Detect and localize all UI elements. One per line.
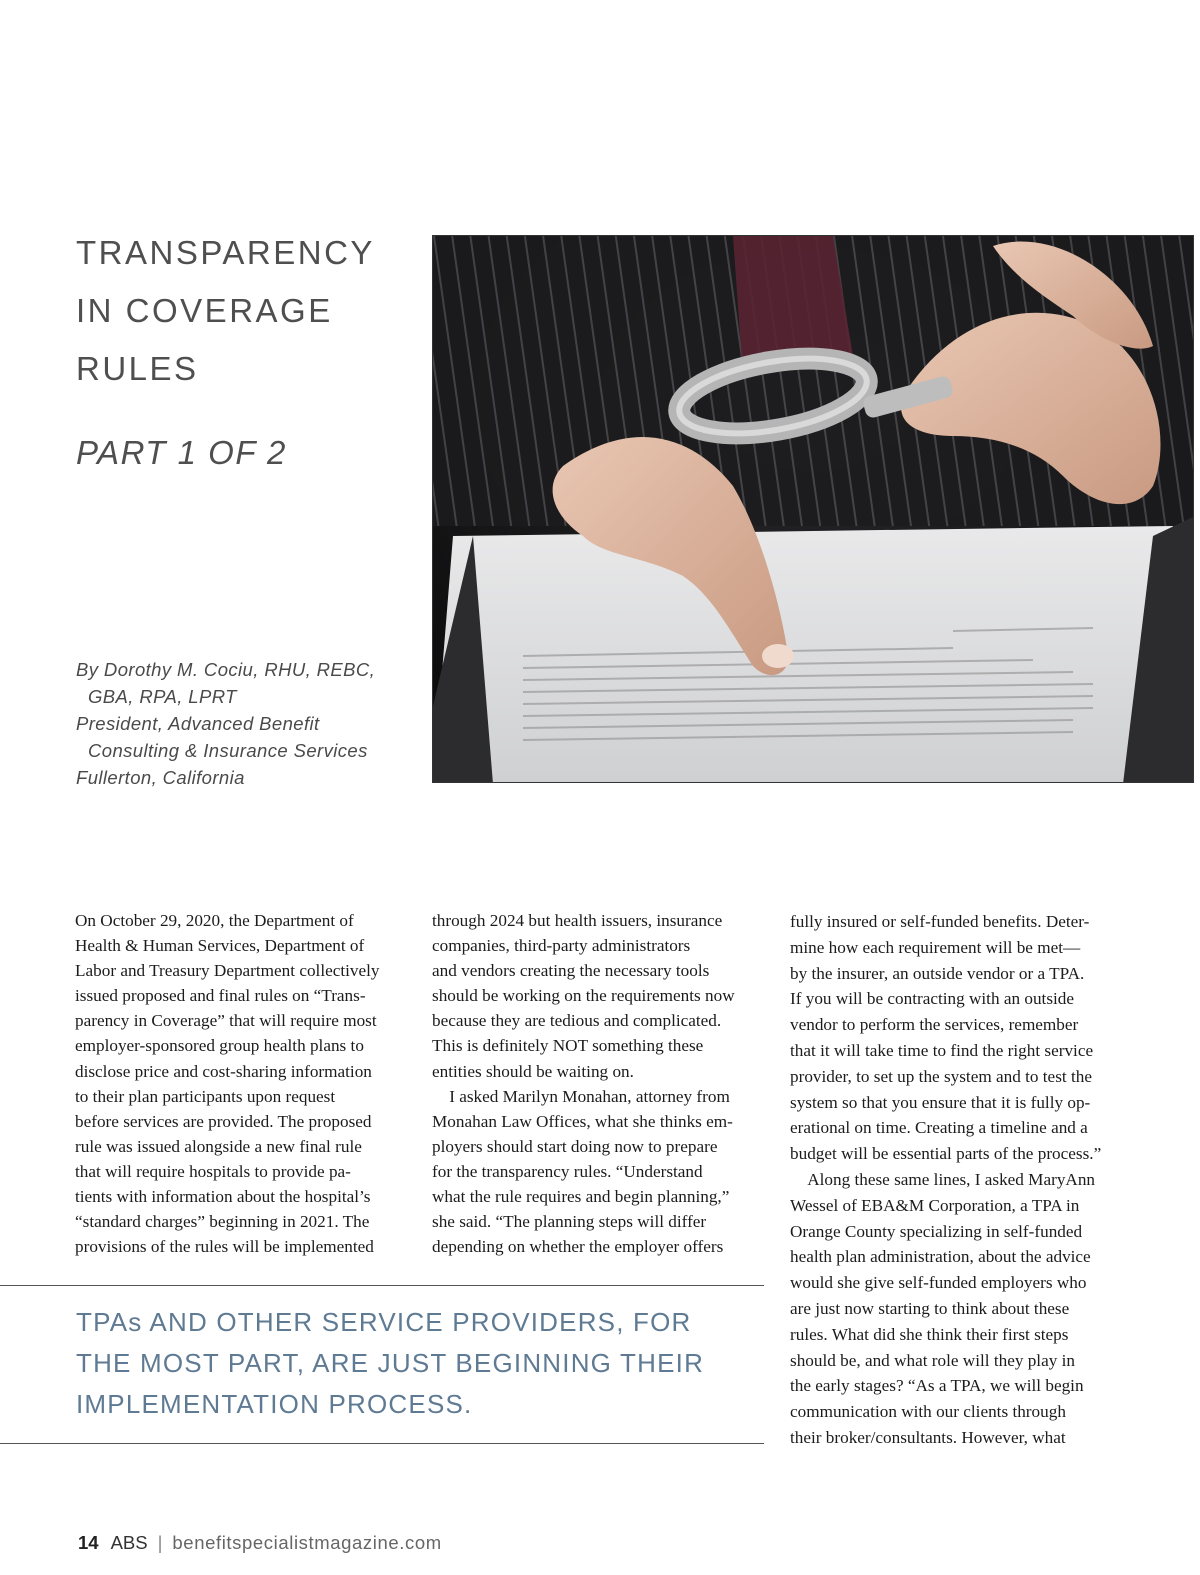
body-line: system so that you ensure that it is fully op- — [790, 1092, 1091, 1112]
body-line: before services are provided. The proposed — [75, 1111, 372, 1131]
body-line: the early stages? “As a TPA, we will begin — [790, 1376, 1084, 1396]
body-line: are just now starting to think about these — [790, 1298, 1070, 1318]
body-line: because they are tedious and complicated. — [432, 1011, 722, 1031]
pull-quote-bottom-rule — [0, 1443, 764, 1444]
body-line: communication with our clients through — [790, 1402, 1066, 1422]
body-line: rule was issued alongside a new final rule — [75, 1136, 362, 1156]
body-line: Orange County specializing in self-funded — [790, 1221, 1083, 1241]
body-line: I asked Marilyn Monahan, attorney from — [432, 1086, 730, 1106]
body-line: should be, and what role will they play in — [790, 1350, 1075, 1370]
body-line: budget will be essential parts of the process.” — [790, 1144, 1102, 1164]
body-column-3 — [790, 909, 1101, 1451]
author-byline — [76, 656, 426, 791]
body-line: If you will be contracting with an outside — [790, 989, 1075, 1009]
body-line: rules. What did she think their first steps — [790, 1324, 1069, 1344]
byline-line: President, Advanced Benefit — [76, 713, 320, 734]
magnifying-glass-photo — [433, 236, 1194, 783]
body-line: that will require hospitals to provide pa- — [75, 1161, 351, 1181]
body-line: ployers should start doing now to prepare — [432, 1136, 718, 1156]
body-line: employer-sponsored group health plans to — [75, 1036, 364, 1056]
footer-separator: | — [157, 1532, 163, 1553]
body-line: Wessel of EBA&M Corporation, a TPA in — [790, 1195, 1080, 1215]
title-line-1: TRANSPARENCY — [76, 234, 375, 271]
article-photo — [432, 235, 1194, 783]
title-line-2: IN COVERAGE — [76, 292, 333, 329]
body-line: disclose price and cost-sharing information — [75, 1061, 372, 1081]
body-line: to their plan participants upon request — [75, 1086, 336, 1106]
byline-line: GBA, RPA, LPRT — [88, 686, 237, 707]
byline-line: Fullerton, California — [76, 767, 245, 788]
body-line: depending on whether the employer offers — [432, 1237, 724, 1257]
body-line: parency in Coverage” that will require most — [75, 1011, 377, 1031]
body-line: companies, third-party administrators — [432, 936, 691, 956]
pull-quote-line: IMPLEMENTATION PROCESS. — [76, 1389, 473, 1419]
byline-line: By Dorothy M. Cociu, RHU, REBC, — [76, 659, 376, 680]
pull-quote — [76, 1302, 756, 1425]
article-title — [76, 224, 416, 398]
body-line: provider, to set up the system and to test the — [790, 1066, 1092, 1086]
title-line-3: RULES — [76, 350, 199, 387]
body-line: On October 29, 2020, the Department of — [75, 911, 354, 930]
body-line: Monahan Law Offices, what she thinks em- — [432, 1111, 733, 1131]
body-line: for the transparency rules. “Understand — [432, 1161, 703, 1181]
body-line: tients with information about the hospital’s — [75, 1187, 371, 1207]
pull-quote-line: THE MOST PART, ARE JUST BEGINNING THEIR — [76, 1348, 705, 1378]
part-label: PART 1 OF 2 — [76, 434, 287, 471]
page-number: 14 — [78, 1532, 99, 1553]
pull-quote-line: TPAs AND OTHER SERVICE PROVIDERS, FOR — [76, 1307, 692, 1337]
byline-line: Consulting & Insurance Services — [88, 740, 368, 761]
pull-quote-top-rule — [0, 1285, 764, 1286]
body-line: Health & Human Services, Department of — [75, 936, 365, 956]
body-line: “standard charges” beginning in 2021. The — [75, 1212, 370, 1232]
body-line: and vendors creating the necessary tools — [432, 961, 710, 981]
body-line: entities should be waiting on. — [432, 1061, 634, 1081]
body-line: she said. “The planning steps will differ — [432, 1212, 707, 1232]
body-column-1 — [75, 908, 380, 1259]
body-line: vendor to perform the services, remember — [790, 1015, 1079, 1035]
body-line: would she give self-funded employers who — [790, 1273, 1087, 1293]
body-line: through 2024 but health issuers, insurance — [432, 911, 723, 930]
body-line: Along these same lines, I asked MaryAnn — [790, 1169, 1096, 1189]
body-line: by the insurer, an outside vendor or a TPA. — [790, 963, 1085, 983]
body-line: Labor and Treasury Department collectively — [75, 961, 380, 981]
page-footer — [78, 1532, 442, 1554]
body-line: their broker/consultants. However, what — [790, 1427, 1066, 1447]
body-line: what the rule requires and begin planning,” — [432, 1187, 730, 1207]
body-line: This is definitely NOT something these — [432, 1036, 704, 1056]
body-line: should be working on the requirements now — [432, 986, 735, 1006]
website-link[interactable]: benefitspecialistmagazine.com — [172, 1532, 442, 1553]
body-line: mine how each requirement will be met— — [790, 937, 1081, 957]
body-line: fully insured or self-funded benefits. Deter- — [790, 912, 1090, 931]
body-line: erational on time. Creating a timeline and a — [790, 1118, 1088, 1138]
body-line: health plan administration, about the advice — [790, 1247, 1091, 1267]
body-line: that it will take time to find the right service — [790, 1040, 1094, 1060]
publication-name: ABS — [110, 1532, 148, 1553]
body-line: provisions of the rules will be implemented — [75, 1237, 374, 1257]
body-column-2 — [432, 908, 735, 1259]
body-line: issued proposed and final rules on “Trans- — [75, 986, 366, 1006]
